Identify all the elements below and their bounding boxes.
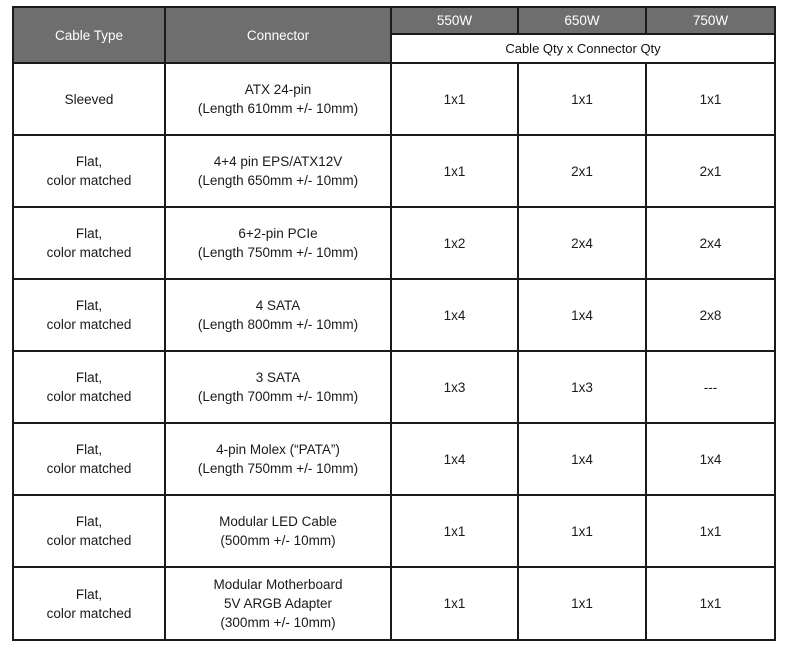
table-row [13, 351, 775, 423]
cell-qty-750: 2x1 [646, 135, 775, 207]
cell-qty-550: 1x1 [391, 567, 518, 640]
table-row [13, 63, 775, 135]
cell-connector [165, 567, 391, 640]
cell-qty-750: --- [646, 351, 775, 423]
cell-connector [165, 207, 391, 279]
header-wattage-550: 550W [391, 7, 518, 34]
cable-type-text: color matched [46, 245, 132, 260]
cell-connector [165, 423, 391, 495]
cable-type-text: Flat, [75, 298, 103, 313]
table-row [13, 207, 775, 279]
connector-text: 4 SATA [255, 298, 301, 313]
connector-text: (Length 650mm +/- 10mm) [197, 173, 359, 188]
cell-cable-type [13, 423, 165, 495]
cell-connector [165, 279, 391, 351]
cable-type-text: Flat, [75, 370, 103, 385]
cell-connector [165, 63, 391, 135]
cable-type-text: Sleeved [64, 91, 114, 107]
cable-type-text: Flat, [75, 154, 103, 169]
cell-qty-750: 2x4 [646, 207, 775, 279]
connector-text: (Length 750mm +/- 10mm) [197, 461, 359, 476]
cell-cable-type [13, 495, 165, 567]
cell-qty-550: 1x2 [391, 207, 518, 279]
cell-qty-750: 1x1 [646, 495, 775, 567]
cell-qty-550: 1x4 [391, 423, 518, 495]
cell-qty-750: 1x4 [646, 423, 775, 495]
cable-type-text: Flat, [75, 514, 103, 529]
connector-text: ATX 24-pin [244, 82, 312, 97]
connector-text: 4-pin Molex (“PATA”) [216, 442, 340, 457]
cell-cable-type [13, 351, 165, 423]
cell-cable-type [13, 279, 165, 351]
cell-cable-type [13, 207, 165, 279]
cell-qty-650: 1x1 [518, 495, 646, 567]
cell-qty-550: 1x1 [391, 63, 518, 135]
header-row-wattage [13, 7, 775, 34]
cell-qty-550: 1x1 [391, 495, 518, 567]
cell-qty-750: 2x8 [646, 279, 775, 351]
cable-type-text: color matched [46, 461, 132, 476]
cable-type-text: Flat, [75, 226, 103, 241]
cell-qty-750: 1x1 [646, 63, 775, 135]
cable-type-text: Flat, [75, 442, 103, 457]
cell-qty-550: 1x4 [391, 279, 518, 351]
header-wattage-750: 750W [646, 7, 775, 34]
connector-text: (Length 610mm +/- 10mm) [197, 101, 359, 116]
cell-qty-550: 1x1 [391, 135, 518, 207]
cell-qty-650: 2x1 [518, 135, 646, 207]
cable-type-text: Flat, [75, 586, 103, 602]
cell-qty-650: 1x1 [518, 63, 646, 135]
cable-type-text: color matched [46, 317, 132, 332]
header-cable-type: Cable Type [13, 7, 165, 63]
cable-type-text: color matched [46, 605, 132, 621]
connector-text: (500mm +/- 10mm) [220, 533, 336, 548]
header-connector: Connector [165, 7, 391, 63]
cell-cable-type [13, 567, 165, 640]
cell-connector [165, 495, 391, 567]
table-row [13, 423, 775, 495]
cell-connector [165, 351, 391, 423]
cable-type-text: color matched [46, 533, 132, 548]
cell-qty-550: 1x3 [391, 351, 518, 423]
connector-text: (300mm +/- 10mm) [220, 615, 336, 630]
cell-qty-650: 1x3 [518, 351, 646, 423]
cell-qty-750: 1x1 [646, 567, 775, 640]
table-row [13, 495, 775, 567]
connector-text: (Length 800mm +/- 10mm) [197, 317, 359, 332]
table-row [13, 135, 775, 207]
cell-qty-650: 2x4 [518, 207, 646, 279]
cable-type-text: color matched [46, 173, 132, 188]
connector-text: 3 SATA [255, 370, 301, 385]
connector-text: 4+4 pin EPS/ATX12V [213, 154, 343, 169]
connector-text: 5V ARGB Adapter [223, 596, 333, 611]
connector-text: 6+2-pin PCIe [238, 226, 318, 241]
table-row [13, 567, 775, 640]
header-wattage-650: 650W [518, 7, 646, 34]
table-body [13, 63, 775, 640]
cell-cable-type [13, 135, 165, 207]
connector-text: Modular LED Cable [219, 514, 337, 529]
cable-spec-table [12, 6, 776, 641]
connector-text: Modular Motherboard [213, 577, 343, 592]
cell-qty-650: 1x1 [518, 567, 646, 640]
cell-qty-650: 1x4 [518, 423, 646, 495]
header-qty-subheader: Cable Qty x Connector Qty [391, 34, 775, 63]
connector-text: (Length 700mm +/- 10mm) [197, 389, 359, 404]
table-row [13, 279, 775, 351]
cell-cable-type [13, 63, 165, 135]
connector-text: (Length 750mm +/- 10mm) [197, 245, 359, 260]
cable-type-text: color matched [46, 389, 132, 404]
cell-qty-650: 1x4 [518, 279, 646, 351]
cell-connector [165, 135, 391, 207]
